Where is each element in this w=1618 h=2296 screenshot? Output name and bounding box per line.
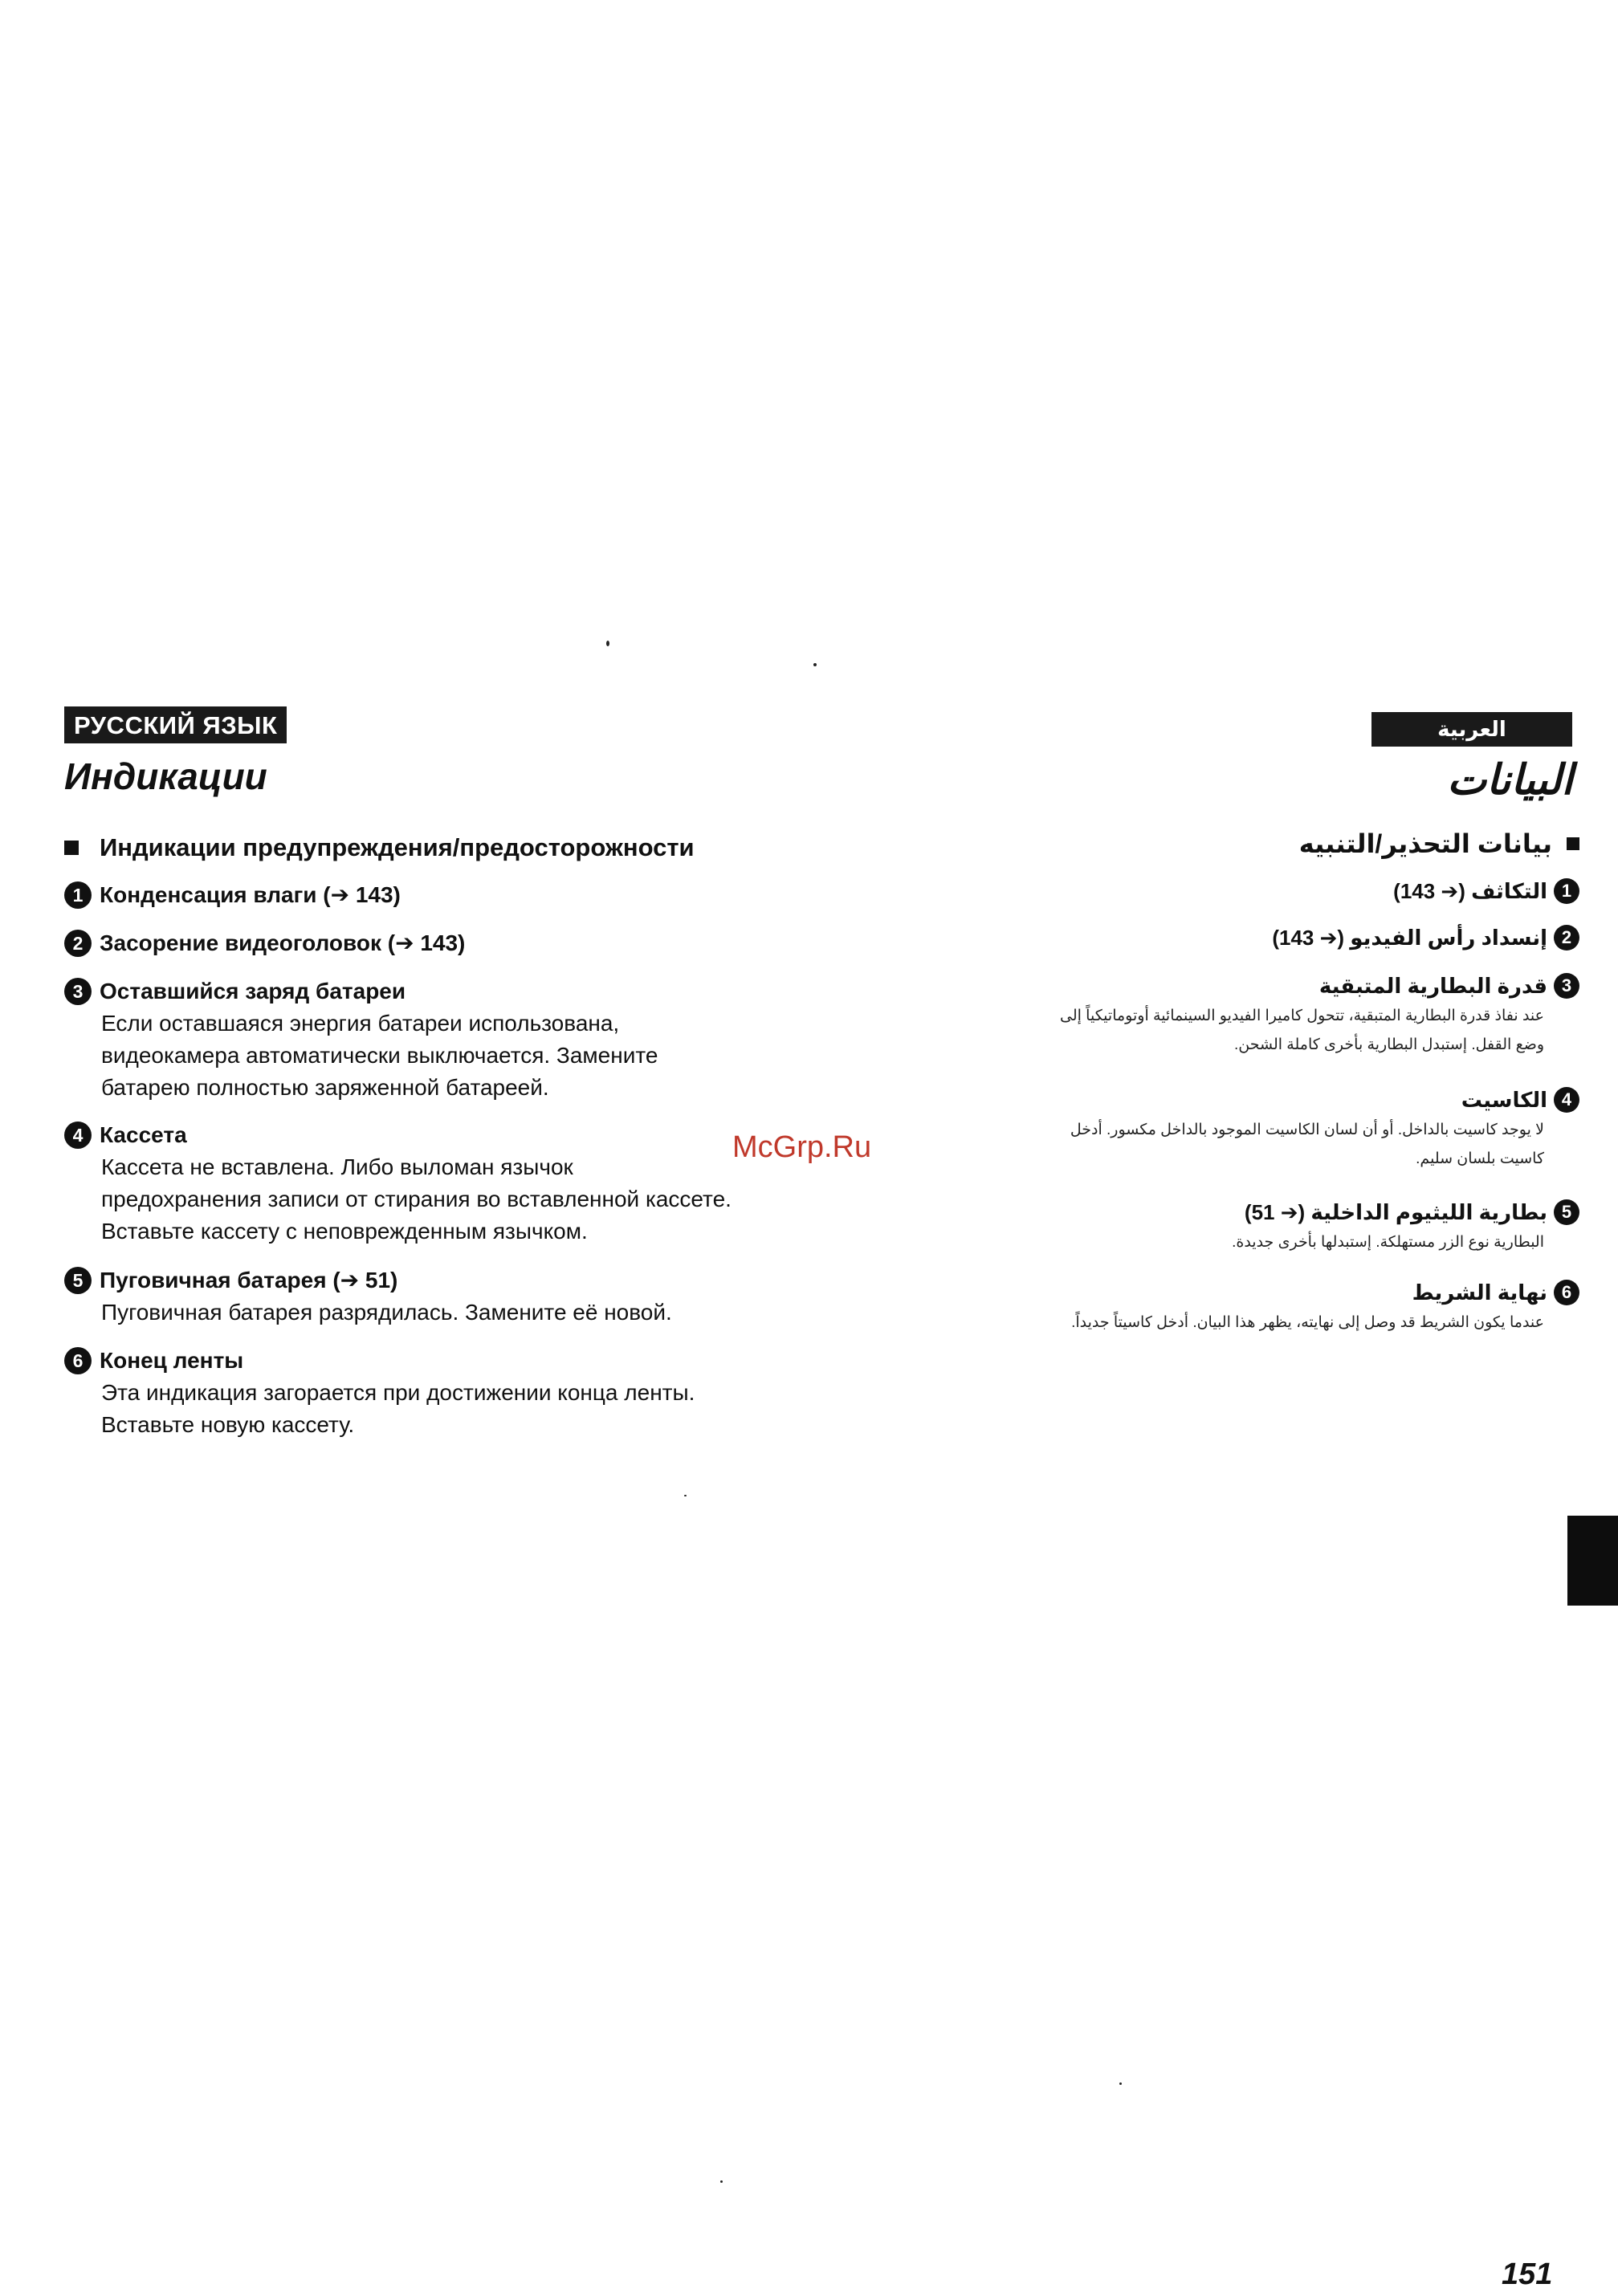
item-title: Засорение видеоголовок (➔ 143)	[100, 930, 466, 955]
warning-item-3-ru	[64, 975, 867, 1104]
item-title: قدرة البطارية المتبقية	[1318, 974, 1547, 998]
item-text-line: видеокамера автоматически выключается. Замените	[101, 1043, 658, 1068]
warning-item-6-ar	[921, 1276, 1579, 1337]
item-title: التكاثف (➔ 143)	[1393, 879, 1547, 903]
page-number: 151	[1502, 2257, 1553, 2291]
page-title-arabic: البيانات	[1447, 757, 1573, 804]
language-tag-russian: РУССКИЙ ЯЗЫК	[64, 706, 287, 743]
item-title: Пуговичная батарея (➔ 51)	[100, 1268, 398, 1293]
item-text-line: Вставьте кассету с неповрежденным язычком.	[101, 1219, 588, 1244]
number-4-icon: 4	[1554, 1087, 1579, 1113]
scan-speck	[606, 641, 609, 646]
number-5-icon: 5	[1554, 1199, 1579, 1225]
section-heading-russian	[64, 833, 695, 862]
item-text-line: Эта индикация загорается при достижении конца ленты.	[101, 1380, 695, 1405]
item-text-line: Пуговичная батарея разрядилась. Замените её новой.	[101, 1300, 672, 1325]
item-title: إنسداد رأس الفيديو (➔ 143)	[1272, 926, 1547, 950]
item-text-line: البطارية نوع الزر مستهلكة. إستبدلها بأخرى جديدة.	[1232, 1234, 1544, 1251]
warning-item-5-ru	[64, 1264, 867, 1329]
section-heading-text: Индикации предупреждения/предосторожности	[100, 833, 695, 861]
number-2-icon: 2	[1554, 925, 1579, 951]
item-text-line: لا يوجد كاسيت بالداخل. أو أن لسان الكاسيت الموجود بالداخل مكسور. أدخل	[1070, 1122, 1544, 1138]
warning-item-3-ar	[921, 970, 1579, 1060]
number-2-icon: 2	[64, 930, 92, 957]
item-title: الكاسيت	[1461, 1088, 1547, 1112]
warning-item-1-ru	[64, 879, 867, 911]
language-tag-arabic: العربية	[1371, 712, 1572, 747]
item-text-line: عندما يكون الشريط قد وصل إلى نهايته، يظهر هذا البيان. أدخل كاسيتاً جديداً.	[1071, 1314, 1544, 1331]
number-1-icon: 1	[1554, 878, 1579, 904]
number-5-icon: 5	[64, 1267, 92, 1294]
warning-item-2-ar	[921, 922, 1579, 954]
warning-item-2-ru	[64, 927, 867, 959]
number-6-icon: 6	[1554, 1280, 1579, 1305]
item-title: بطارية الليثيوم الداخلية (➔ 51)	[1244, 1200, 1547, 1224]
scan-speck	[720, 2180, 723, 2183]
item-text-line: Если оставшаяся энергия батареи использована,	[101, 1011, 620, 1036]
item-title: Кассета	[100, 1122, 187, 1147]
item-text-line: Вставьте новую кассету.	[101, 1412, 355, 1437]
section-edge-tab	[1567, 1516, 1618, 1606]
scan-speck	[813, 663, 817, 666]
square-bullet-icon	[1567, 837, 1579, 850]
page-title-russian: Индикации	[64, 755, 267, 797]
number-3-icon: 3	[1554, 973, 1579, 999]
warning-item-4-ar	[921, 1084, 1579, 1174]
item-title: نهاية الشريط	[1412, 1280, 1547, 1305]
number-3-icon: 3	[64, 978, 92, 1005]
item-text-line: батарею полностью заряженной батареей.	[101, 1075, 549, 1100]
scan-speck	[684, 1495, 687, 1496]
section-heading-text: بيانات التحذير/التنبيه	[1298, 829, 1552, 858]
section-heading-arabic	[1299, 828, 1579, 859]
item-title: Оставшийся заряд батареи	[100, 979, 406, 1003]
warning-item-6-ru	[64, 1345, 867, 1441]
warning-item-1-ar	[921, 875, 1579, 907]
item-text-line: Кассета не вставлена. Либо выломан язычок	[101, 1154, 573, 1179]
item-text-line: وضع القفل. إستبدل البطارية بأخرى كاملة الشحن.	[1233, 1036, 1544, 1053]
item-title: Конденсация влаги (➔ 143)	[100, 882, 401, 907]
scan-speck	[1119, 2082, 1122, 2085]
number-1-icon: 1	[64, 881, 92, 909]
item-text-line: عند نفاذ قدرة البطارية المتبقية، تتحول كاميرا الفيديو السينمائية أوتوماتيكياً إلى	[1059, 1008, 1544, 1024]
item-title: Конец ленты	[100, 1348, 244, 1373]
number-6-icon: 6	[64, 1347, 92, 1374]
item-text-line: предохранения записи от стирания во вставленной кассете.	[101, 1187, 732, 1211]
watermark-text: McGrp.Ru	[732, 1130, 872, 1164]
number-4-icon: 4	[64, 1122, 92, 1149]
item-text-line: كاسيت بلسان سليم.	[1416, 1150, 1544, 1167]
square-bullet-icon	[64, 841, 79, 855]
warning-item-5-ar	[921, 1196, 1579, 1257]
